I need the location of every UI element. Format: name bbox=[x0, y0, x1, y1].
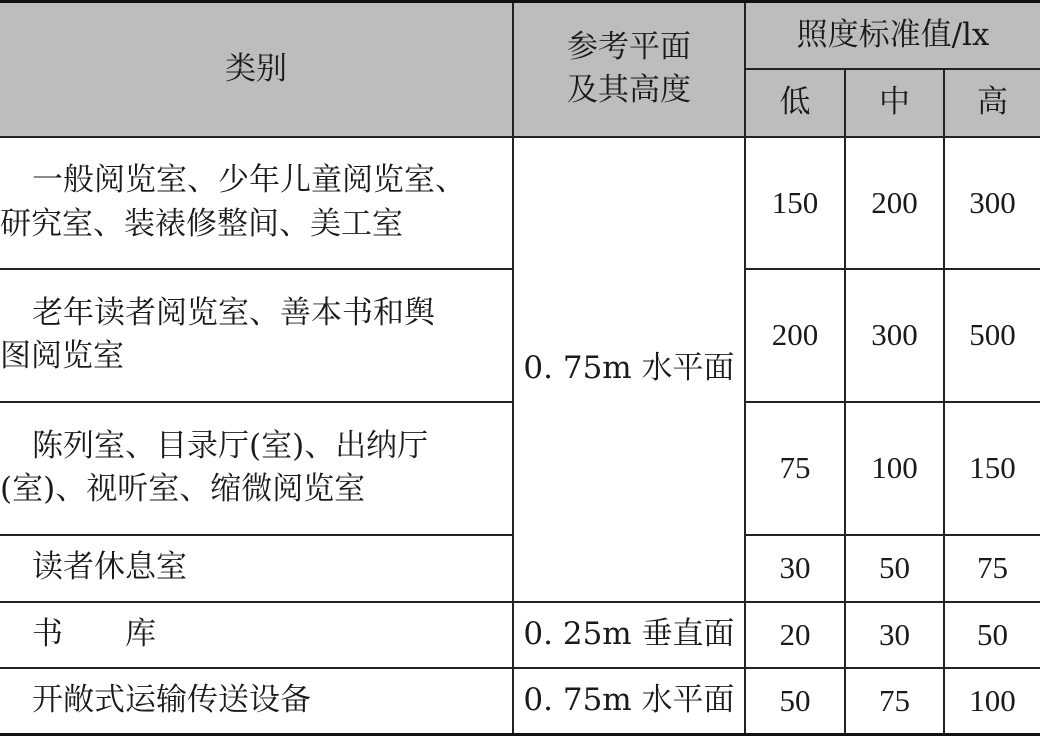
row-low: 75 bbox=[745, 402, 845, 535]
row-low: 50 bbox=[745, 668, 845, 735]
row-mid: 200 bbox=[845, 137, 944, 269]
row-reference-plane bbox=[513, 602, 745, 668]
row-category bbox=[0, 402, 513, 535]
header-illuminance-group: 照度标准值/lx bbox=[745, 2, 1040, 69]
row-category-line1: 读者休息室 bbox=[32, 549, 187, 586]
row-mid: 50 bbox=[845, 535, 944, 602]
row-category-line1: 书 库 bbox=[32, 615, 156, 652]
row-low: 150 bbox=[745, 137, 845, 269]
row-reference-text: 0. 75m 水平面 bbox=[523, 682, 735, 719]
table-row bbox=[0, 137, 1040, 269]
row-reference-plane bbox=[513, 668, 745, 735]
header-low: 低 bbox=[745, 69, 845, 137]
row-category bbox=[0, 602, 513, 668]
row-low: 200 bbox=[745, 269, 845, 402]
row-category-line1: 陈列室、目录厅(室)、出纳厅 bbox=[32, 427, 429, 464]
row-mid: 100 bbox=[845, 402, 944, 535]
row-category bbox=[0, 668, 513, 735]
row-high: 150 bbox=[944, 402, 1040, 535]
merged-reference-plane bbox=[513, 137, 745, 602]
row-high: 300 bbox=[944, 137, 1040, 269]
row-high: 100 bbox=[944, 668, 1040, 735]
row-category-line2: 研究室、装裱修整间、美工室 bbox=[0, 205, 403, 242]
table-row bbox=[0, 602, 1040, 668]
row-category-line1: 老年读者阅览室、善本书和舆 bbox=[32, 294, 435, 331]
row-mid: 30 bbox=[845, 602, 944, 668]
row-category-line2: 图阅览室 bbox=[0, 338, 124, 374]
row-mid: 300 bbox=[845, 269, 944, 402]
row-category-line1: 开敞式运输传送设备 bbox=[32, 682, 311, 719]
header-mid: 中 bbox=[845, 69, 944, 137]
row-category bbox=[0, 535, 513, 602]
header-category: 类别 bbox=[0, 2, 513, 137]
merged-reference-text: 0. 75m 水平面 bbox=[523, 350, 735, 387]
row-mid: 75 bbox=[845, 668, 944, 735]
row-high: 75 bbox=[944, 535, 1040, 602]
row-reference-text: 0. 25m 垂直面 bbox=[523, 615, 735, 652]
header-reference-plane bbox=[513, 2, 745, 137]
row-high: 500 bbox=[944, 269, 1040, 402]
header-reference-plane-line1: 参考平面 bbox=[567, 28, 691, 65]
header-reference-plane-line2: 及其高度 bbox=[567, 72, 691, 109]
row-high: 50 bbox=[944, 602, 1040, 668]
row-category-line1: 一般阅览室、少年儿童阅览室、 bbox=[32, 162, 466, 199]
row-low: 30 bbox=[745, 535, 845, 602]
table-row bbox=[0, 668, 1040, 735]
row-category-line2: (室)、视听室、缩微阅览室 bbox=[0, 471, 366, 507]
row-low: 20 bbox=[745, 602, 845, 668]
row-category bbox=[0, 269, 513, 402]
header-high: 高 bbox=[944, 69, 1040, 137]
row-category bbox=[0, 137, 513, 269]
